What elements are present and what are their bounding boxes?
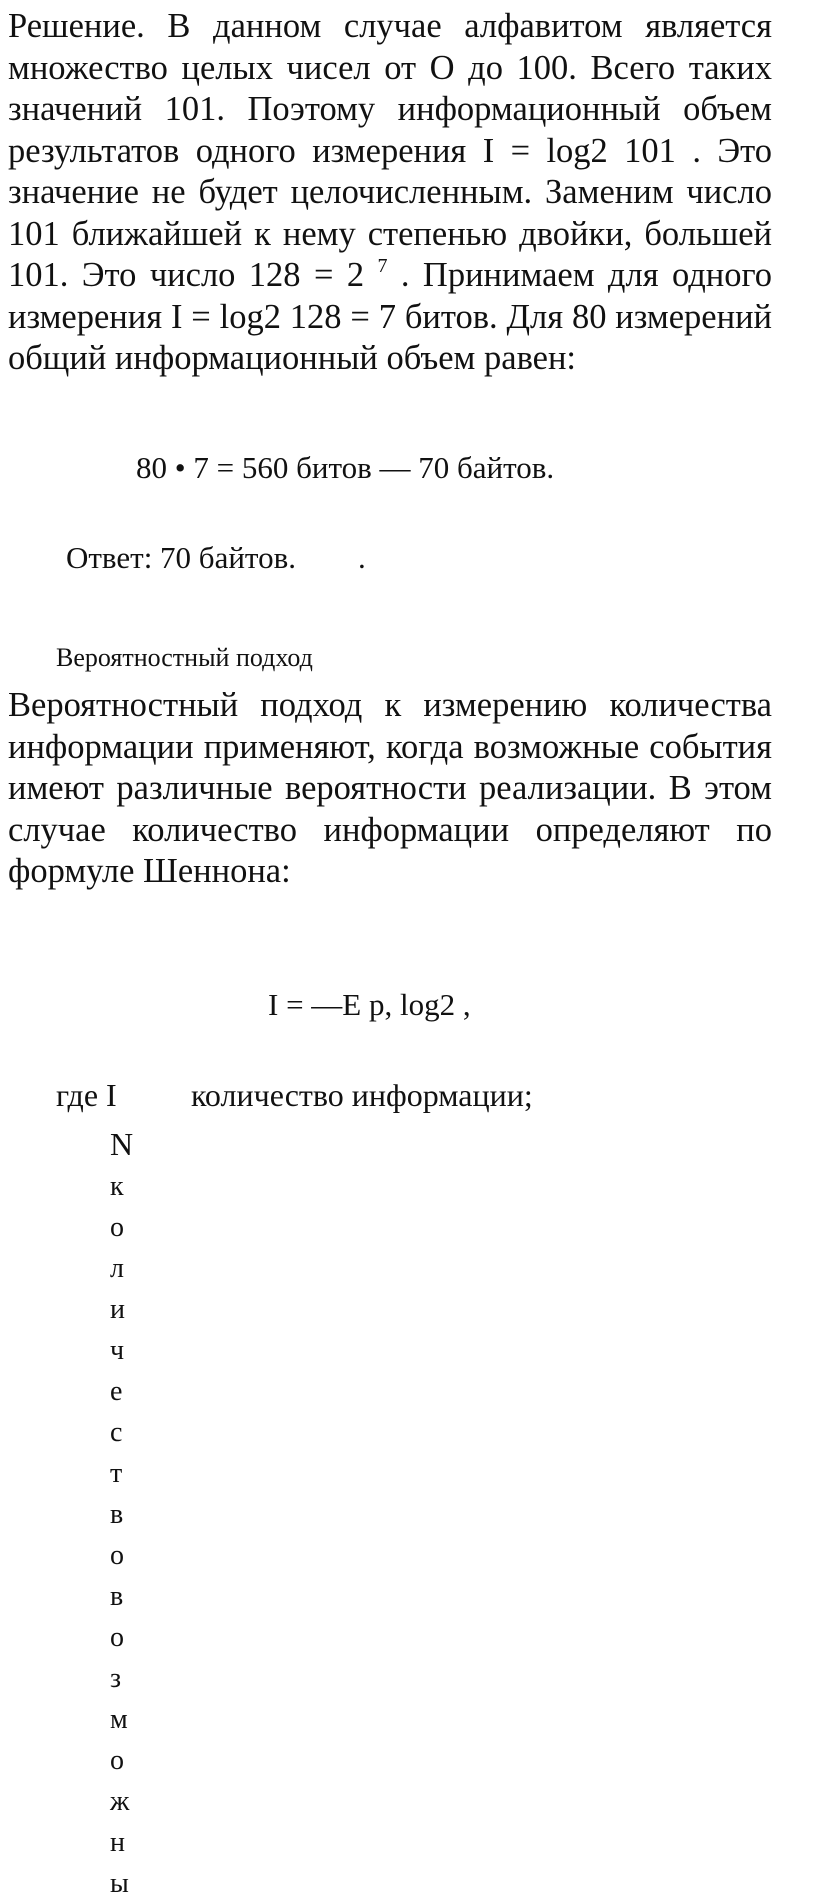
exponent-seven: 7 [377, 255, 388, 277]
solution-text-part1: Решение. В данном случае алфавитом является множество целых чисел от О до 100. Всего таких значений 101. Поэтому информационный объем результатов одного измерения I = log2 101 . Это значение не будет целочисленным. Заменим число 101 ближайшей к нему степенью двойки, большей 101. Это число 128 = 2 [8, 7, 772, 294]
vertical-char: л [110, 1253, 124, 1284]
answer-stray-dot: . [357, 540, 366, 575]
vertical-char: о [110, 1745, 124, 1776]
solution-paragraph [8, 6, 772, 380]
vertical-char: м [110, 1704, 128, 1735]
vertical-char: ж [110, 1786, 130, 1817]
shannon-formula: I = —Е р, log2 , [268, 987, 471, 1022]
vertical-char: в [110, 1581, 124, 1612]
probabilistic-paragraph: Вероятностный подход к измерению количества информации применяют, когда возможные события имеют различные вероятности реализации. В этом случае количество информации определяют по формуле Шеннона: [8, 686, 772, 890]
vertical-char: к [110, 1171, 124, 1202]
vertical-char: е [110, 1376, 123, 1407]
definition-row [56, 1075, 533, 1115]
answer-text: Ответ: 70 байтов. [66, 540, 296, 575]
answer-line [66, 538, 366, 578]
vertical-char: з [110, 1663, 122, 1694]
vertical-char: т [110, 1458, 123, 1489]
definition-label: где I [56, 1077, 117, 1113]
vertical-text-column [110, 1122, 150, 1904]
vertical-char: ы [110, 1868, 129, 1899]
vertical-char: с [110, 1417, 123, 1448]
calculation-formula: 80 • 7 = 560 битов — 70 байтов. [136, 450, 555, 485]
vertical-char: о [110, 1622, 124, 1653]
vertical-char: ч [110, 1335, 125, 1366]
vertical-char: о [110, 1540, 124, 1571]
definition-term: количество информации; [191, 1077, 533, 1113]
vertical-char: н [110, 1827, 125, 1858]
vertical-char: о [110, 1212, 124, 1243]
vertical-char: и [110, 1294, 125, 1325]
section-heading: Вероятностный подход [56, 643, 313, 672]
vertical-char: в [110, 1499, 124, 1530]
solution-text-part2: . Принимаем для одного измерения I = log2 128 = 7 битов. Для 80 измерений общий информационный объем равен: [8, 256, 773, 377]
vertical-char: N [110, 1126, 134, 1162]
